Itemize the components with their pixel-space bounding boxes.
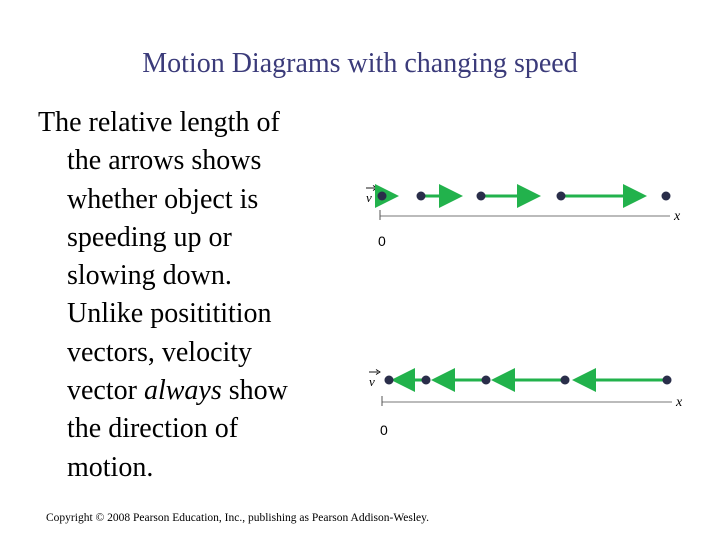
body-text — [38, 104, 338, 487]
body-line-9: the direction of — [67, 413, 239, 445]
position-dot-bottom-2 — [422, 376, 431, 385]
position-dot-top-1 — [378, 192, 387, 201]
position-dot-bottom-4 — [561, 376, 570, 385]
x-axis-label-bottom: x — [676, 395, 683, 410]
body-line-8-emphasis: always — [143, 375, 222, 407]
body-line-7: vectors, velocity — [67, 336, 253, 368]
motion-diagram-top — [366, 186, 681, 250]
body-line-3: whether object is — [67, 183, 259, 215]
position-dot-bottom-1 — [385, 376, 394, 385]
position-dot-bottom-3 — [482, 376, 491, 385]
velocity-symbol-bottom: v — [369, 374, 375, 389]
x-axis-label-top: x — [674, 209, 681, 224]
body-line-10: motion. — [67, 451, 154, 483]
body-line-2: the arrows shows — [67, 145, 262, 177]
copyright-notice: Copyright © 2008 Pearson Education, Inc., publishing as Pearson Addison-Wesley. — [46, 512, 430, 524]
body-line-5: slowing down. — [67, 260, 232, 292]
position-dot-bottom-5 — [663, 376, 672, 385]
position-dot-top-5 — [662, 192, 671, 201]
velocity-symbol-top: v — [366, 190, 372, 205]
motion-diagram-bottom — [369, 370, 683, 439]
body-line-8-pre: vector — [67, 375, 144, 407]
origin-label-top: 0 — [378, 233, 386, 249]
origin-label-bottom: 0 — [380, 422, 388, 438]
motion-diagrams — [360, 176, 700, 446]
slide-title: Motion Diagrams with changing speed — [142, 48, 578, 79]
body-line-4: speeding up or — [67, 221, 232, 253]
body-line-6: Unlike posititition — [67, 298, 272, 330]
body-line-1: The relative length of — [38, 107, 280, 138]
position-dot-top-4 — [557, 192, 566, 201]
position-dot-top-2 — [417, 192, 426, 201]
body-line-8 — [38, 372, 338, 410]
position-dot-top-3 — [477, 192, 486, 201]
body-line-8-post: show — [221, 375, 288, 407]
